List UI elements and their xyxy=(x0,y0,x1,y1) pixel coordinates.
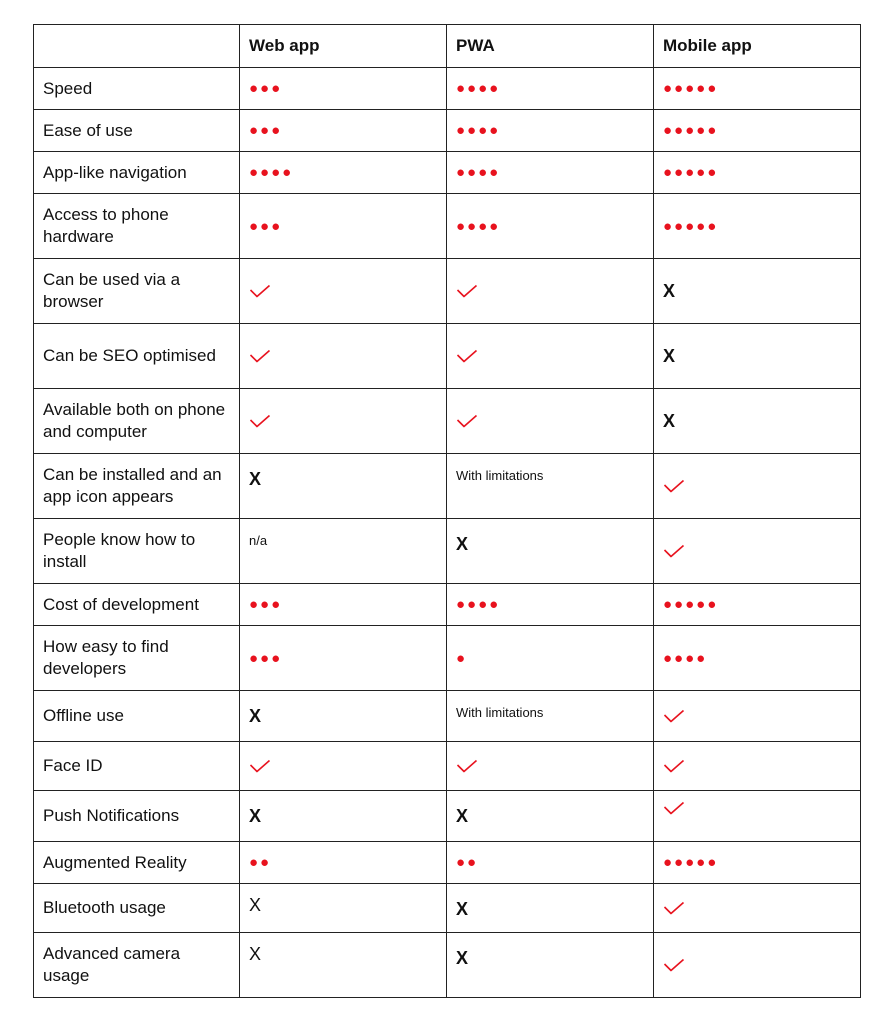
cross-mark: X xyxy=(663,410,676,431)
mobile-app-cell xyxy=(654,519,861,584)
table-row xyxy=(34,742,861,791)
row-label: Push Notifications xyxy=(34,791,240,842)
pwa-cell xyxy=(447,742,654,791)
check-icon xyxy=(663,709,685,723)
table-row xyxy=(34,194,861,259)
pwa-cell xyxy=(447,389,654,454)
mobile-app-cell xyxy=(654,791,861,842)
pwa-cell xyxy=(447,842,654,884)
pwa-cell xyxy=(447,933,654,998)
web-app-cell xyxy=(240,933,447,998)
web-app-cell xyxy=(240,259,447,324)
row-label: Face ID xyxy=(34,742,240,791)
table-row xyxy=(34,933,861,998)
rating-dots: ●●●●● xyxy=(663,80,719,97)
row-label: Available both on phone and computer xyxy=(34,389,240,454)
cross-mark: X xyxy=(456,534,469,554)
row-label: Advanced camera usage xyxy=(34,933,240,998)
rating-dots: ●●● xyxy=(249,80,283,97)
mobile-app-cell xyxy=(654,259,861,324)
check-icon xyxy=(663,901,685,915)
check-icon xyxy=(456,349,478,363)
table-row xyxy=(34,110,861,152)
table-row xyxy=(34,884,861,933)
pwa-cell xyxy=(447,584,654,626)
row-label: Access to phone hardware xyxy=(34,194,240,259)
rating-dots: ●●● xyxy=(249,596,283,613)
check-icon xyxy=(663,958,685,972)
cross-mark: X xyxy=(249,469,262,489)
cross-mark: X xyxy=(456,948,469,968)
rating-dots: ●●●● xyxy=(456,80,501,97)
table-row xyxy=(34,68,861,110)
web-app-cell xyxy=(240,324,447,389)
check-icon xyxy=(249,284,271,298)
web-app-cell xyxy=(240,110,447,152)
check-icon xyxy=(249,349,271,363)
mobile-app-cell xyxy=(654,389,861,454)
check-icon xyxy=(249,414,271,428)
rating-dots: ● xyxy=(456,649,468,667)
rating-dots: ●●●●● xyxy=(663,164,719,181)
cross-mark: X xyxy=(249,895,262,915)
row-label: How easy to find developers xyxy=(34,626,240,691)
web-app-cell xyxy=(240,791,447,842)
rating-dots: ●●● xyxy=(249,649,283,667)
pwa-cell xyxy=(447,194,654,259)
mobile-app-cell xyxy=(654,68,861,110)
rating-dots: ●●●● xyxy=(456,217,501,235)
rating-dots: ●●● xyxy=(249,217,283,235)
pwa-cell xyxy=(447,884,654,933)
mobile-app-cell xyxy=(654,842,861,884)
table-row xyxy=(34,389,861,454)
check-icon xyxy=(456,414,478,428)
check-icon xyxy=(249,759,271,773)
web-app-cell xyxy=(240,68,447,110)
rating-dots: ●●● xyxy=(249,122,283,139)
header-web-app: Web app xyxy=(240,25,447,68)
header-empty-cell xyxy=(34,25,240,68)
rating-dots: ●●●●● xyxy=(663,854,719,871)
cross-mark: X xyxy=(249,706,262,726)
pwa-cell xyxy=(447,152,654,194)
table-row xyxy=(34,791,861,842)
check-icon xyxy=(663,479,685,493)
rating-dots: ●●●● xyxy=(249,164,294,181)
rating-dots: ●● xyxy=(456,854,479,871)
cross-mark: X xyxy=(249,806,262,826)
web-app-cell xyxy=(240,691,447,742)
web-app-cell xyxy=(240,194,447,259)
rating-dots: ●●●● xyxy=(456,164,501,181)
web-app-cell xyxy=(240,884,447,933)
mobile-app-cell xyxy=(654,884,861,933)
pwa-cell xyxy=(447,324,654,389)
row-label: Augmented Reality xyxy=(34,842,240,884)
cross-mark: X xyxy=(663,345,676,366)
rating-dots: ●●●● xyxy=(456,596,501,613)
web-app-cell xyxy=(240,742,447,791)
note-text: With limitations xyxy=(456,468,544,483)
rating-dots: ●●●● xyxy=(663,649,708,667)
pwa-cell xyxy=(447,691,654,742)
pwa-cell xyxy=(447,519,654,584)
web-app-cell xyxy=(240,584,447,626)
mobile-app-cell xyxy=(654,584,861,626)
row-label: Ease of use xyxy=(34,110,240,152)
mobile-app-cell xyxy=(654,691,861,742)
mobile-app-cell xyxy=(654,742,861,791)
check-icon xyxy=(663,544,685,558)
note-text: n/a xyxy=(249,533,268,548)
mobile-app-cell xyxy=(654,454,861,519)
pwa-cell xyxy=(447,791,654,842)
table-row xyxy=(34,584,861,626)
web-app-cell xyxy=(240,626,447,691)
check-icon xyxy=(456,284,478,298)
rating-dots: ●● xyxy=(249,854,272,871)
mobile-app-cell xyxy=(654,626,861,691)
pwa-cell xyxy=(447,68,654,110)
mobile-app-cell xyxy=(654,110,861,152)
table-body xyxy=(34,68,861,998)
header-row xyxy=(34,25,861,68)
row-label: Bluetooth usage xyxy=(34,884,240,933)
comparison-table xyxy=(33,24,861,998)
table-row xyxy=(34,691,861,742)
check-icon xyxy=(456,759,478,773)
table-row xyxy=(34,842,861,884)
table-row xyxy=(34,324,861,389)
row-label: Can be used via a browser xyxy=(34,259,240,324)
rating-dots: ●●●● xyxy=(456,122,501,139)
mobile-app-cell xyxy=(654,194,861,259)
row-label: Can be installed and an app icon appears xyxy=(34,454,240,519)
cross-mark: X xyxy=(456,806,469,826)
header-mobile-app: Mobile app xyxy=(654,25,861,68)
rating-dots: ●●●●● xyxy=(663,596,719,613)
pwa-cell xyxy=(447,259,654,324)
web-app-cell xyxy=(240,152,447,194)
table-row xyxy=(34,152,861,194)
cross-mark: X xyxy=(663,280,676,301)
web-app-cell xyxy=(240,454,447,519)
row-label: People know how to install xyxy=(34,519,240,584)
check-icon xyxy=(663,801,685,815)
pwa-cell xyxy=(447,626,654,691)
table-row xyxy=(34,626,861,691)
row-label: Speed xyxy=(34,68,240,110)
table-row xyxy=(34,259,861,324)
pwa-cell xyxy=(447,110,654,152)
row-label: App-like navigation xyxy=(34,152,240,194)
table-row xyxy=(34,454,861,519)
rating-dots: ●●●●● xyxy=(663,217,719,235)
mobile-app-cell xyxy=(654,152,861,194)
cross-mark: X xyxy=(456,899,469,919)
web-app-cell xyxy=(240,389,447,454)
table-row xyxy=(34,519,861,584)
row-label: Cost of development xyxy=(34,584,240,626)
cross-mark: X xyxy=(249,944,262,964)
check-icon xyxy=(663,759,685,773)
row-label: Can be SEO optimised xyxy=(34,324,240,389)
web-app-cell xyxy=(240,842,447,884)
pwa-cell xyxy=(447,454,654,519)
row-label: Offline use xyxy=(34,691,240,742)
mobile-app-cell xyxy=(654,933,861,998)
header-pwa: PWA xyxy=(447,25,654,68)
web-app-cell xyxy=(240,519,447,584)
mobile-app-cell xyxy=(654,324,861,389)
rating-dots: ●●●●● xyxy=(663,122,719,139)
note-text: With limitations xyxy=(456,705,544,720)
